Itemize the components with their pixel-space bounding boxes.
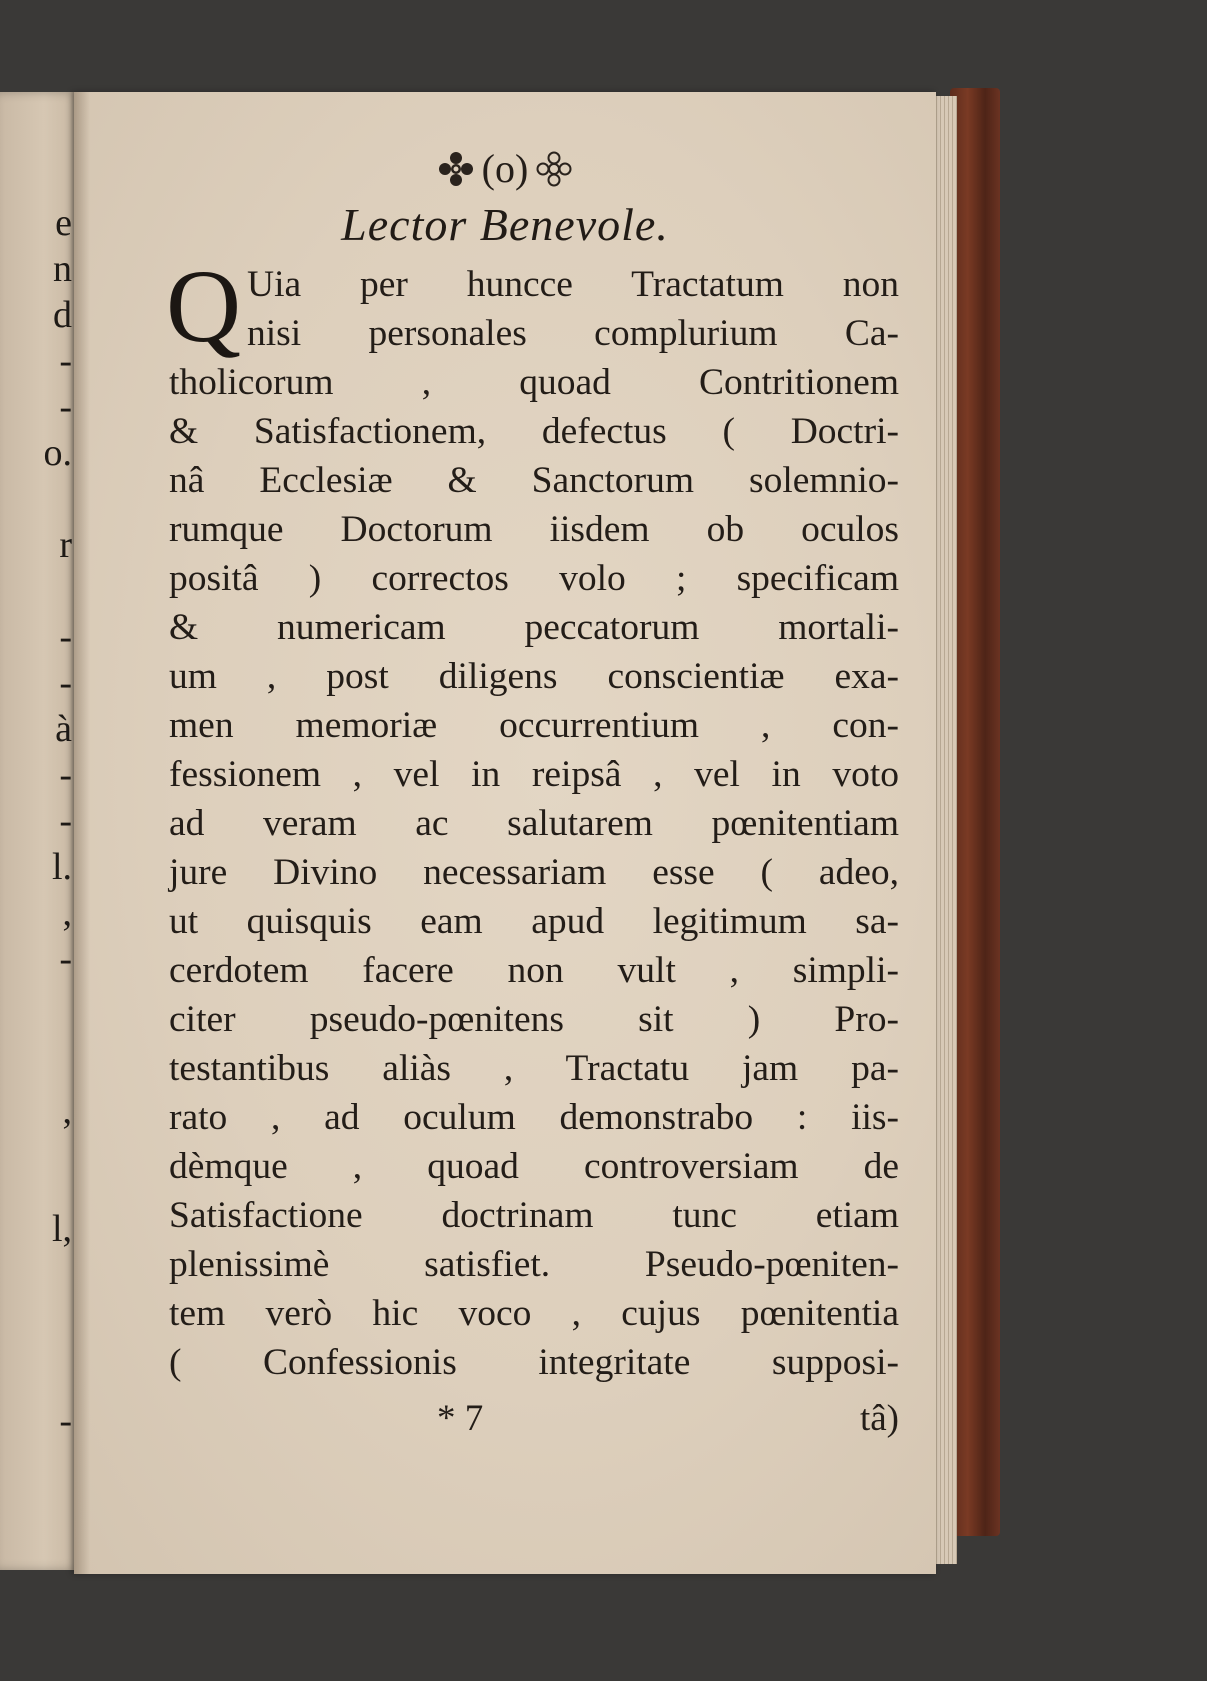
left-fragment: à [55,708,72,750]
left-fragment: o. [43,432,72,474]
flower-ornament-icon [438,151,474,187]
left-fragment: - [59,616,72,658]
text-line: nisi personales complurium Ca- [247,313,899,354]
page-footer [169,1397,899,1447]
text-line: men memoriæ occurrentium , con- [169,705,899,746]
text-line: jure Divino necessariam esse ( adeo, [169,852,899,893]
text-line: nâ Ecclesiæ & Sanctorum solemnio- [169,460,899,501]
right-page [74,92,936,1574]
text-line: ( Confessionis integritate supposi- [169,1342,899,1383]
left-fragment: - [59,1400,72,1442]
left-fragment: - [59,386,72,428]
text-line: & Satisfactionem, defectus ( Doctri- [169,411,899,452]
text-line: tem verò hic voco , cujus pœnitentia [169,1293,899,1334]
text-line: tholicorum , quoad Contritionem [169,362,899,403]
text-line: Satisfactione doctrinam tunc etiam [169,1195,899,1236]
flower-ornament-icon [536,151,572,187]
catchword: tâ) [859,1398,899,1439]
text-line: rumque Doctorum iisdem ob oculos [169,509,899,550]
left-fragment: - [59,662,72,704]
drop-cap: Q [166,249,242,364]
left-fragment: - [59,800,72,842]
text-line: rato , ad oculum demonstrabo : iis- [169,1097,899,1138]
book-cover-edge [950,88,1000,1536]
left-fragment: , [62,892,72,934]
text-line: dèmque , quoad controversiam de [169,1146,899,1187]
text-line: ut quisquis eam apud legitimum sa- [169,901,899,942]
left-fragment: l, [51,1208,72,1250]
body-text [166,249,899,1387]
gutter-shadow [74,92,90,1574]
left-page [0,92,80,1570]
left-fragment: n [53,248,72,290]
left-fragment: , [62,1090,72,1132]
text-line: & numericam peccatorum mortali- [169,607,899,648]
text-line: fessionem , vel in reipsâ , vel in voto [169,754,899,795]
headpiece-mark: (o) [481,146,529,191]
signature-mark: * 7 [437,1398,484,1439]
left-fragment: l. [51,846,72,888]
text-line: testantibus aliàs , Tractatu jam pa- [169,1048,899,1089]
text-line: citer pseudo-pœnitens sit ) Pro- [169,999,899,1040]
left-fragment: r [59,524,72,566]
headpiece-ornament [74,144,936,194]
page-heading: Lector Benevole. [341,199,669,250]
text-line: plenissimè satisfiet. Pseudo-pœniten- [169,1244,899,1285]
left-fragment: d [53,294,72,336]
left-fragment: e [55,202,72,244]
text-line: positâ ) correctos volo ; specificam [169,558,899,599]
left-fragment: - [59,340,72,382]
text-line: cerdotem facere non vult , simpli- [169,950,899,991]
left-fragment: - [59,754,72,796]
text-line: um , post diligens conscientiæ exa- [169,656,899,697]
text-line: Uia per huncce Tractatum non [247,264,899,305]
left-fragment: - [59,938,72,980]
text-line: ad veram ac salutarem pœnitentiam [169,803,899,844]
